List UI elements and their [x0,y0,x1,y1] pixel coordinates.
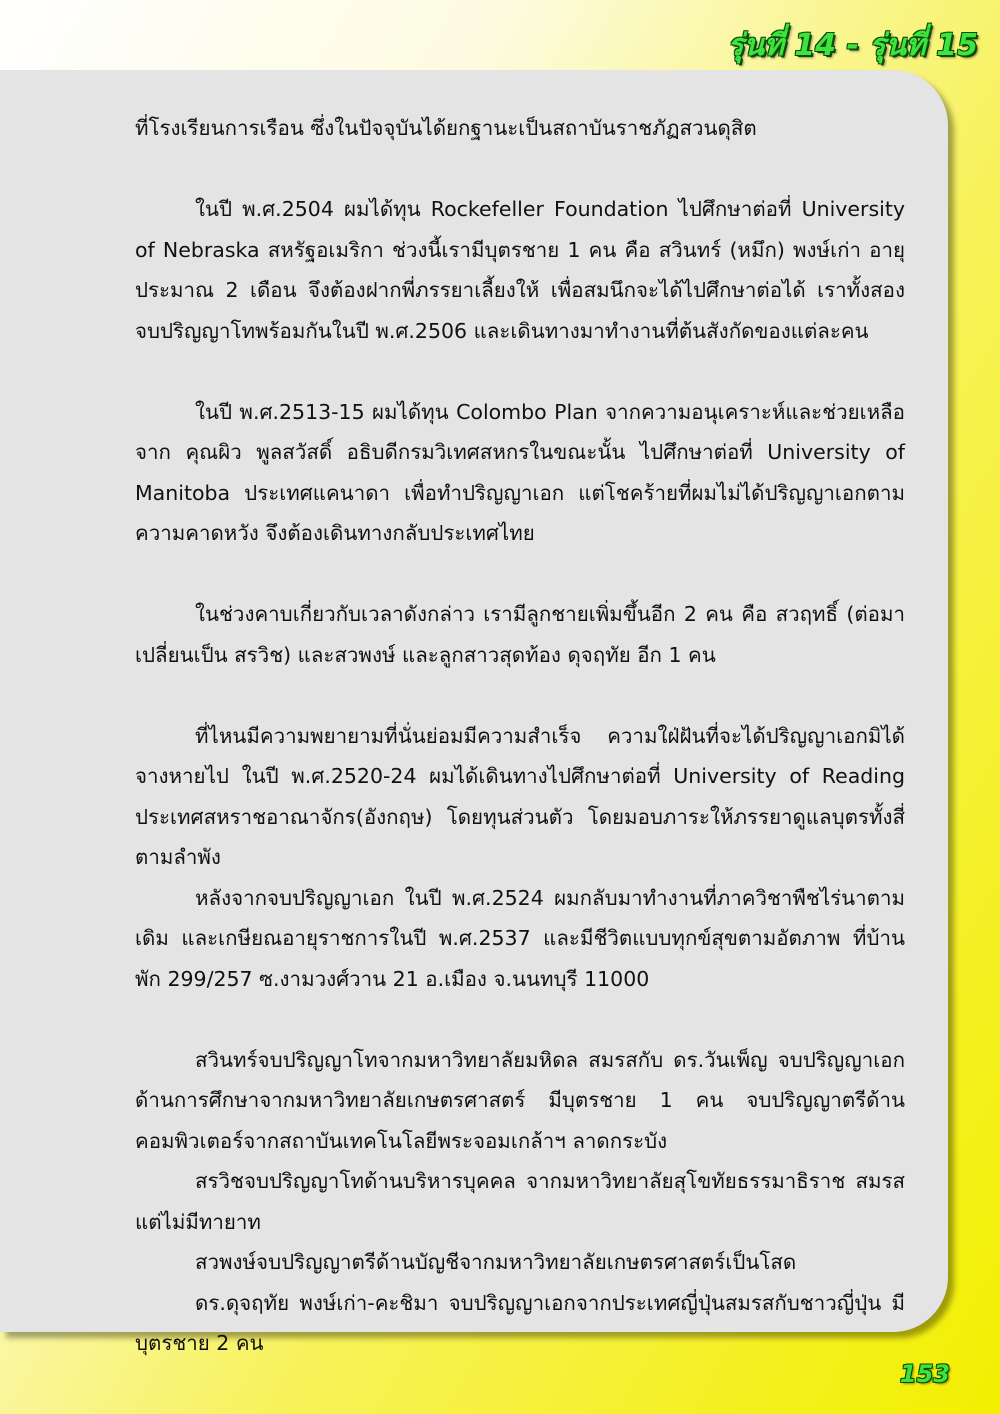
paragraph-5: ที่ไหนมีความพยายามที่นั่นย่อมมีความสำเร็จ ความใฝ่ฝันที่จะได้ปริญญาเอกมิได้จางหายไป ในปี พ.ศ.2520-24 ผมได้เดินทางไปศึกษาต่อที่ University of Reading ประเทศสหราชอาณาจักร(อังกฤษ) โดยทุนส่วนตัว โดยมอบภาระให้ภรรยาดูแลบุตรทั้งสี่ตามลำพัง [135,723,905,869]
paragraph-10: ดร.ดุจฤทัย พงษ์เก่า-คะชิมา จบปริญญาเอกจากประเทศญี่ปุ่นสมรสกับชาวญี่ปุ่น มีบุตรชาย 2 คน [135,1290,905,1355]
paragraph-7: สวินทร์จบปริญญาโทจากมหาวิทยาลัยมหิดล สมรสกับ ดร.วันเพ็ญ จบปริญญาเอกด้านการศึกษาจากมหาวิทยาลัยเกษตรศาสตร์ มีบุตรชาย 1 คน จบปริญญาตรีด้านคอมพิวเตอร์จากสถาบันเทคโนโลยีพระจอมเกล้าฯ ลาดกระบัง [135,1047,905,1153]
paragraph-2: ในปี พ.ศ.2504 ผมได้ทุน Rockefeller Foundation ไปศึกษาต่อที่ University of Nebraska สหรัฐอเมริกา ช่วงนี้เรามีบุตรชาย 1 คน คือ สวินทร์ (หมึก) พงษ์เก่า อายุประมาณ 2 เดือน จึงต้องฝากพี่ภรรยาเลี้ยงให้ เพื่อสมนึกจะได้ไปศึกษาต่อได้ เราทั้งสองจบปริญญาโทพร้อมกันในปี พ.ศ.2506 และเดินทางมาทำงานที่ต้นสังกัดของแต่ละคน [135,197,905,343]
paragraph-6: หลังจากจบปริญญาเอก ในปี พ.ศ.2524 ผมกลับมาทำงานที่ภาควิชาพืชไร่นาตามเดิม และเกษียณอายุราชการในปี พ.ศ.2537 และมีชีวิตแบบทุกข์สุขตามอัตภาพ ที่บ้านพัก 299/257 ซ.งามวงศ์วาน 21 อ.เมือง จ.นนทบุรี 11000 [135,885,905,991]
paragraph-8: สรวิชจบปริญญาโทด้านบริหารบุคคล จากมหาวิทยาลัยสุโขทัยธรรมาธิราช สมรสแต่ไม่มีทายาท [135,1169,905,1234]
body-text [135,108,905,1364]
page-number: 153 [899,1360,950,1388]
header-title: รุ่นที่ 14 - รุ่นที่ 15 [727,28,978,63]
paragraph-9: สวพงษ์จบปริญญาตรีด้านบัญชีจากมหาวิทยาลัยเกษตรศาสตร์เป็นโสด [195,1250,797,1274]
paragraph-4: ในช่วงคาบเกี่ยวกับเวลาดังกล่าว เรามีลูกชายเพิ่มขึ้นอีก 2 คน คือ สวฤทธิ์ (ต่อมาเปลี่ยนเป็น สรวิช) และสวพงษ์ และลูกสาวสุดท้อง ดุจฤทัย อีก 1 คน [135,602,905,667]
paragraph-3: ในปี พ.ศ.2513-15 ผมได้ทุน Colombo Plan จากความอนุเคราะห์และช่วยเหลือ จาก คุณผิว พูลสวัสดิ์ อธิบดีกรมวิเทศสหกรในขณะนั้น ไปศึกษาต่อที่ University of Manitoba ประเทศแคนาดา เพื่อทำปริญญาเอก แต่โชคร้ายที่ผมไม่ได้ปริญญาเอกตามความคาดหวัง จึงต้องเดินทางกลับประเทศไทย [135,399,905,545]
paragraph-1: ที่โรงเรียนการเรือน ซึ่งในปัจจุบันได้ยกฐานะเป็นสถาบันราชภัฏสวนดุสิต [135,116,757,140]
